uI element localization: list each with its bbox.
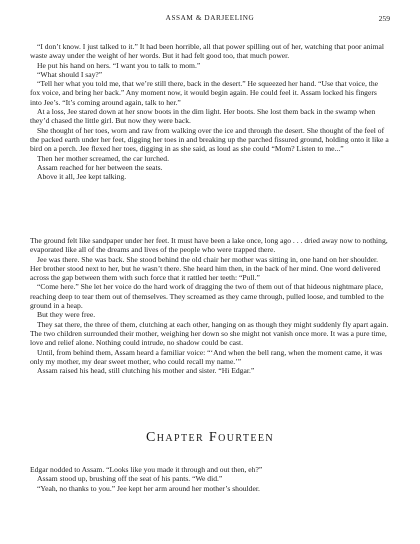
paragraph: “Yeah, no thanks to you.” Jee kept her arm around her mother’s shoulder. bbox=[37, 483, 260, 493]
paragraph: “Tell her what you told me, that we’re still there, back in the desert.” He squeezed her hand. “Use that voice, the fox voice, and bring her back.” Any moment now, it would begin again. He could feel it. Assam locked his fingers into Jee’s. “It’s coming around again, talk to her.” bbox=[30, 79, 379, 107]
paragraph: Assam reached for her between the seats. bbox=[37, 162, 163, 172]
paragraph: At a loss, Jee stared down at her snow boots in the dim light. Her boots. She lost them back in the swamp when they’d chased the little girl. But now they were back. bbox=[30, 107, 376, 126]
paragraph: They sat there, the three of them, clutching at each other, hanging on as though they might suddenly fly apart again. The two children surrounded their mother, weighing her down so she might not vanish once more. It was a pure time, love and relief alone. Nothing could intrude, no shadow could be cast. bbox=[30, 319, 389, 348]
page-number: 259 bbox=[378, 14, 390, 23]
paragraph: “Come here.” She let her voice do the hard work of dragging the two of them out of that hideous nightmare place, reaching deep to tear them out of themselves. They screamed as they came through, pulled loose, and tumbled to the ground in a heap. bbox=[30, 282, 384, 311]
paragraph: She thought of her toes, worn and raw from walking over the ice and through the desert. She thought of the feel of the packed earth under her feet, digging her toes in and breaking up the parched fissured ground, holding onto it like a bird on a perch. Jee flexed her toes, digging in as she said, as loud as she could “Mom? Listen to me...” bbox=[30, 125, 389, 154]
page-header bbox=[0, 14, 420, 26]
running-head: ASSAM & DARJEELING bbox=[165, 14, 255, 22]
paragraph: Above it all, Jee kept talking. bbox=[37, 172, 127, 182]
section-3 bbox=[30, 465, 390, 493]
paragraph: Jee was there. She was back. She stood behind the old chair her mother was sitting in, one hand on her shoulder. Her brother stood next to her, but he wasn’t there. She heard him then, in the back of her mind. One word delivered across the gap between them with such force that it rattled her teeth: “Pull.” bbox=[30, 254, 381, 283]
paragraph: Assam raised his head, still clutching his mother and sister. “Hi Edgar.” bbox=[37, 366, 255, 376]
paragraph: Edgar nodded to Assam. “Looks like you made it through and out then, eh?” bbox=[30, 465, 263, 474]
paragraph: Then her mother screamed, the car lurched. bbox=[37, 153, 169, 163]
section-1 bbox=[30, 42, 390, 181]
paragraph: Until, from behind them, Assam heard a familiar voice: “‘And when the bell rang, when the moment came, it was only my mother, my dear sweet mother, who could recall my name.’” bbox=[30, 347, 383, 366]
paragraph: He put his hand on hers. “I want you to talk to mom.” bbox=[37, 60, 201, 70]
paragraph: “I don’t know. I just talked to it.” It had been horrible, all that power spilling out of her, watching that poor animal waste away under the weight of her words. But it had felt good too, that much power. bbox=[30, 42, 385, 61]
paragraph: The ground felt like sandpaper under her feet. It must have been a lake once, long ago . . . dried away now to nothing, evaporated like all of the dreams and lives of the people who were trapped there. bbox=[30, 236, 388, 255]
paragraph: Assam stood up, brushing off the seat of his pants. “We did.” bbox=[37, 474, 223, 484]
paragraph: “What should I say?” bbox=[37, 69, 103, 79]
paragraph: But they were free. bbox=[37, 310, 96, 320]
section-2 bbox=[30, 236, 390, 375]
chapter-title: Chapter Fourteen bbox=[146, 430, 274, 445]
